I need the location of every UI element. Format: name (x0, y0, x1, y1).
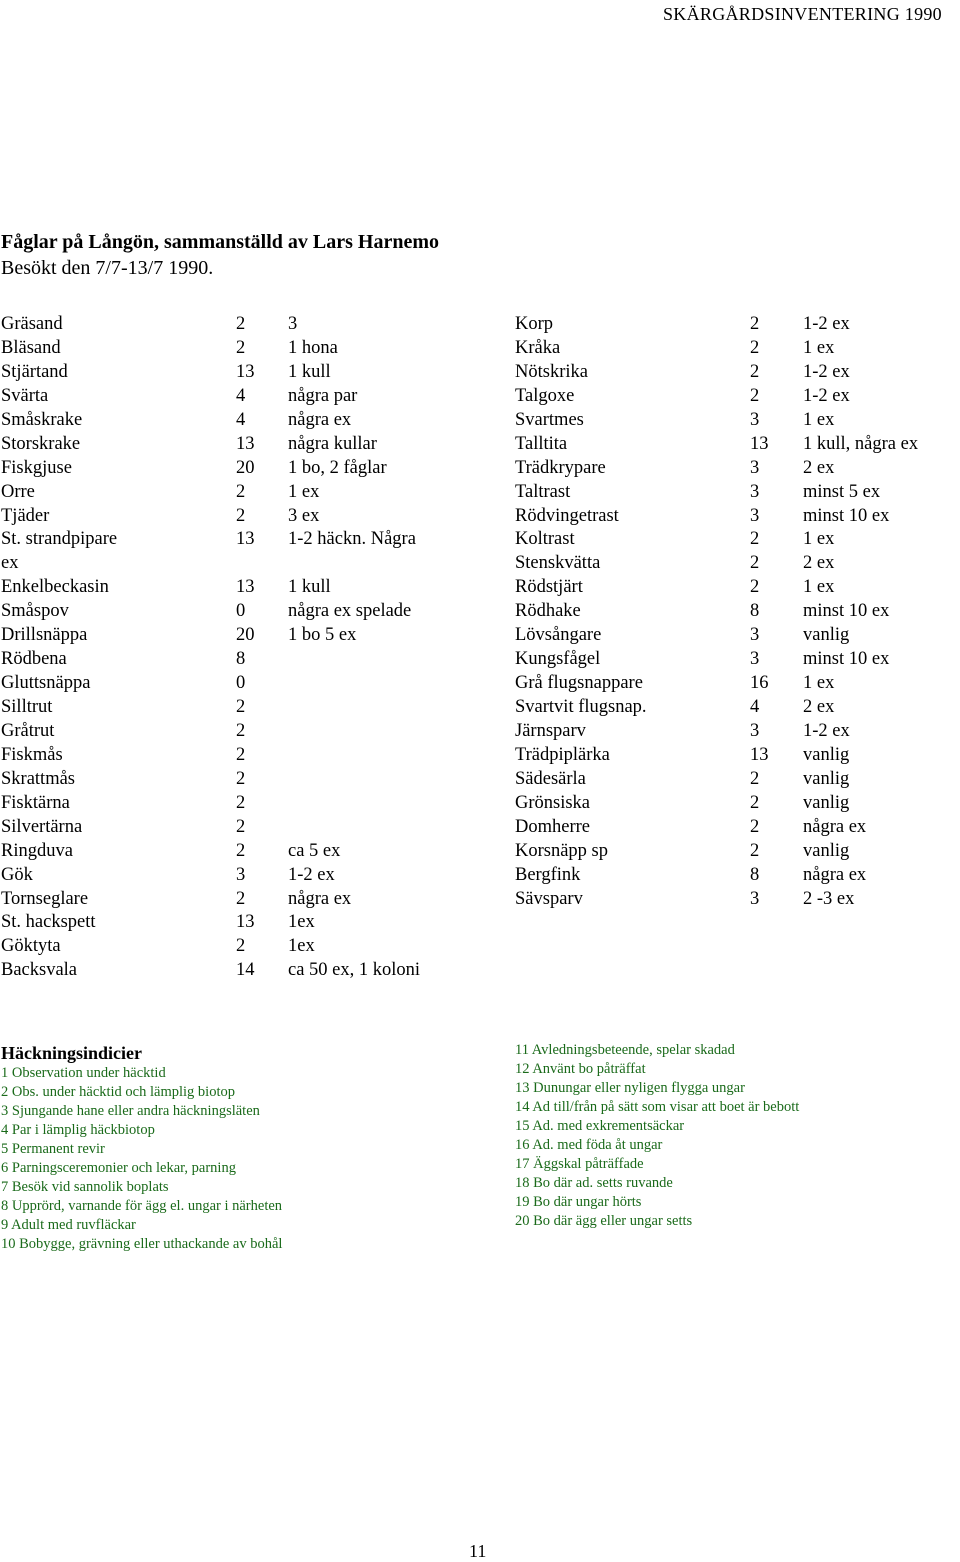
species-name: Gråtrut (1, 720, 55, 741)
species-name: Fisktärna (1, 792, 70, 813)
breeding-code: 2 (750, 577, 760, 598)
species-row (1, 887, 481, 911)
species-row (1, 934, 481, 958)
species-name: Småspov (1, 601, 69, 622)
species-row (515, 551, 955, 575)
legend-item: 19 Bo där ungar hörts (515, 1194, 642, 1211)
breeding-code: 2 (750, 314, 760, 334)
legend-left (1, 1042, 471, 1254)
observation-note: 1 hona (288, 337, 338, 358)
observation-note: vanlig (803, 840, 850, 861)
species-row (1, 839, 481, 863)
observation-note: några par (288, 385, 358, 406)
observation-note: minst 10 ex (803, 505, 890, 526)
species-row (1, 408, 481, 432)
species-row (515, 336, 955, 360)
species-name: Domherre (515, 816, 590, 837)
breeding-code: 2 (236, 936, 246, 957)
species-row (1, 551, 481, 575)
legend-item: 9 Adult med ruvfläckar (1, 1217, 136, 1234)
observation-note: 1ex (288, 936, 315, 957)
species-name: Drillsnäppa (1, 625, 88, 646)
legend-item: 14 Ad till/från på sätt som visar att boet är bebott (515, 1099, 800, 1116)
species-name: Småskrake (1, 409, 83, 430)
observation-note: 1 ex (803, 337, 835, 358)
species-name: Silltrut (1, 697, 53, 717)
legend-item: 13 Dunungar eller nyligen flygga ungar (515, 1080, 745, 1097)
breeding-code: 2 (236, 505, 246, 526)
breeding-code: 2 (750, 840, 760, 861)
species-row (515, 527, 955, 551)
legend-item: 8 Upprörd, varnande för ägg el. ungar i närheten (1, 1198, 283, 1215)
breeding-code: 2 (750, 361, 760, 382)
observation-note: 2 ex (803, 457, 835, 478)
species-row (515, 360, 955, 384)
breeding-code: 13 (236, 577, 255, 598)
breeding-code: 2 (236, 816, 246, 837)
observation-note: 1 kull (288, 361, 331, 382)
observation-note: vanlig (803, 792, 850, 813)
species-name: Talgoxe (515, 385, 575, 406)
species-name: Orre (1, 481, 35, 502)
species-name: Koltrast (515, 529, 575, 550)
observation-note: 1-2 ex (803, 361, 850, 382)
observation-note: 2 ex (803, 553, 835, 574)
breeding-code: 3 (750, 625, 760, 646)
breeding-code: 8 (750, 601, 760, 622)
legend-item: 5 Permanent revir (1, 1141, 105, 1158)
observation-note: 1-2 ex (288, 864, 335, 885)
species-row (1, 360, 481, 384)
breeding-code: 4 (236, 409, 246, 430)
species-row (515, 815, 955, 839)
species-row (1, 695, 481, 719)
species-row (515, 432, 955, 456)
species-row (1, 767, 481, 791)
observation-note: 1 ex (803, 529, 835, 550)
breeding-code: 14 (236, 960, 255, 981)
breeding-code: 3 (236, 864, 246, 885)
observation-note: 3 (288, 314, 298, 334)
breeding-code: 16 (750, 673, 769, 694)
species-name: Trädkrypare (515, 457, 606, 478)
observation-note: 1 ex (803, 673, 835, 694)
species-row (515, 384, 955, 408)
breeding-code: 2 (236, 697, 246, 717)
legend-item: 16 Ad. med föda åt ungar (515, 1137, 663, 1154)
species-name: Korsnäpp sp (515, 840, 609, 861)
species-row (1, 863, 481, 887)
species-row (515, 695, 955, 719)
breeding-code: 2 (750, 768, 760, 789)
breeding-code: 2 (236, 481, 246, 502)
breeding-code: 8 (236, 649, 246, 670)
legend-item: 3 Sjungande hane eller andra häckningsläten (1, 1103, 260, 1120)
species-row (1, 719, 481, 743)
species-row (515, 671, 955, 695)
species-row (515, 767, 955, 791)
breeding-code: 2 (750, 553, 760, 574)
breeding-code: 4 (236, 385, 246, 406)
species-row (1, 432, 481, 456)
species-row (1, 504, 481, 528)
observation-note: ca 5 ex (288, 840, 341, 861)
species-name: Svartmes (515, 409, 584, 430)
species-name: Backsvala (1, 960, 78, 981)
species-name: ex (1, 553, 19, 574)
observation-note: 1-2 ex (803, 314, 850, 334)
legend-item: 10 Bobygge, grävning eller uthackande av bohål (1, 1236, 283, 1253)
species-name: Sävsparv (515, 888, 583, 909)
species-row (515, 839, 955, 863)
species-row (1, 647, 481, 671)
species-row (515, 743, 955, 767)
legend-item: 20 Bo där ägg eller ungar setts (515, 1213, 693, 1230)
species-name: Rödbena (1, 649, 67, 670)
observation-note: några kullar (288, 433, 377, 454)
breeding-code: 8 (750, 864, 760, 885)
species-name: Stjärtand (1, 361, 68, 382)
observation-note: några ex (803, 864, 867, 885)
species-name: Enkelbeckasin (1, 577, 109, 598)
species-row (515, 456, 955, 480)
species-name: Stenskvätta (515, 553, 601, 574)
legend-item: 7 Besök vid sannolik boplats (1, 1179, 169, 1196)
breeding-code: 0 (236, 601, 246, 622)
species-name: Talltita (515, 433, 568, 454)
observation-note: vanlig (803, 768, 850, 789)
breeding-code: 13 (750, 744, 769, 765)
observation-note: minst 10 ex (803, 601, 890, 622)
legend-item: 12 Använt bo påträffat (515, 1061, 646, 1078)
breeding-code: 2 (750, 529, 760, 550)
breeding-code: 2 (750, 792, 760, 813)
species-name: Svärta (1, 385, 49, 406)
observation-note: vanlig (803, 744, 850, 765)
observation-note: 1 ex (803, 409, 835, 430)
observation-note: några ex (803, 816, 867, 837)
visit-dates: Besökt den 7/7-13/7 1990. (1, 257, 214, 279)
species-row (1, 384, 481, 408)
breeding-code: 13 (236, 912, 255, 933)
species-row (1, 456, 481, 480)
breeding-code: 2 (236, 840, 246, 861)
species-list-left (1, 312, 481, 982)
observation-note: minst 5 ex (803, 481, 881, 502)
breeding-code: 3 (750, 457, 760, 478)
observation-note: 3 ex (288, 505, 320, 526)
species-name: Lövsångare (515, 625, 602, 646)
species-name: Kungsfågel (515, 649, 601, 670)
legend-item: 2 Obs. under häcktid och lämplig biotop (1, 1084, 235, 1101)
breeding-code: 2 (236, 720, 246, 741)
observation-note: några ex spelade (288, 601, 412, 622)
breeding-code: 2 (236, 337, 246, 358)
legend-item: 15 Ad. med exkrementsäckar (515, 1118, 685, 1135)
species-name: Göktyta (1, 936, 61, 957)
species-name: Gluttsnäppa (1, 673, 91, 694)
species-name: Bergfink (515, 864, 581, 885)
species-name: Sädesärla (515, 768, 586, 789)
breeding-code: 20 (236, 625, 255, 646)
species-row (1, 743, 481, 767)
species-name: Tjäder (1, 505, 50, 526)
species-row (515, 791, 955, 815)
observation-note: 1-2 ex (803, 720, 850, 741)
observation-note: 1 kull (288, 577, 331, 598)
observation-note: 2 ex (803, 697, 835, 717)
species-name: Storskrake (1, 433, 81, 454)
species-name: Grönsiska (515, 792, 591, 813)
breeding-code: 2 (750, 337, 760, 358)
species-row (1, 312, 481, 336)
species-row (1, 791, 481, 815)
breeding-code: 3 (750, 888, 760, 909)
species-name: Gök (1, 864, 33, 885)
species-row (1, 575, 481, 599)
observation-note: 1 ex (803, 577, 835, 598)
species-name: Rödvingetrast (515, 505, 619, 526)
species-row (1, 480, 481, 504)
observation-note: ca 50 ex, 1 koloni (288, 960, 421, 981)
species-row (515, 647, 955, 671)
species-name: Gräsand (1, 314, 63, 334)
breeding-code: 13 (750, 433, 769, 454)
species-name: Skrattmås (1, 768, 75, 789)
breeding-code: 2 (236, 314, 246, 334)
legend-item: 4 Par i lämplig häckbiotop (1, 1122, 155, 1139)
species-name: Grå flugsnappare (515, 673, 643, 694)
observation-note: 1ex (288, 912, 315, 933)
observation-note: 2 -3 ex (803, 888, 855, 909)
species-row (1, 910, 481, 934)
legend-item: 17 Äggskal påträffade (515, 1156, 644, 1173)
breeding-code: 3 (750, 409, 760, 430)
observation-note: 1 bo 5 ex (288, 625, 357, 646)
species-name: Fiskmås (1, 744, 63, 765)
species-name: Rödstjärt (515, 577, 583, 598)
species-name: St. strandpipare (1, 529, 118, 550)
breeding-code: 3 (750, 505, 760, 526)
species-row (515, 599, 955, 623)
breeding-code: 3 (750, 720, 760, 741)
species-row (515, 575, 955, 599)
species-name: Silvertärna (1, 816, 83, 837)
observation-note: 1 bo, 2 fåglar (288, 457, 387, 478)
observation-note: 1 kull, några ex (803, 433, 919, 454)
running-header: SKÄRGÅRDSINVENTERING 1990 (662, 4, 942, 24)
species-row (515, 480, 955, 504)
observation-note: 1 ex (288, 481, 320, 502)
observation-note: några ex (288, 409, 352, 430)
breeding-code: 2 (236, 792, 246, 813)
species-row (515, 312, 955, 336)
species-row (1, 599, 481, 623)
species-row (1, 336, 481, 360)
breeding-code: 2 (750, 385, 760, 406)
species-name: Taltrast (515, 481, 571, 502)
breeding-code: 2 (236, 744, 246, 765)
legend-item: 1 Observation under häcktid (1, 1065, 166, 1081)
species-name: Ringduva (1, 840, 73, 861)
breeding-code: 2 (750, 816, 760, 837)
legend-title: Häckningsindicier (1, 1043, 143, 1063)
observation-note: minst 10 ex (803, 649, 890, 670)
species-row (515, 863, 955, 887)
page-number: 11 (469, 1541, 487, 1561)
observation-note: några ex (288, 888, 352, 909)
breeding-code: 13 (236, 361, 255, 382)
species-name: Kråka (515, 337, 561, 358)
species-row (1, 623, 481, 647)
species-row (1, 958, 481, 982)
observation-note: 1-2 ex (803, 385, 850, 406)
legend-item: 18 Bo där ad. setts ruvande (515, 1175, 673, 1192)
species-row (515, 504, 955, 528)
breeding-code: 4 (750, 697, 760, 717)
species-name: Tornseglare (1, 888, 89, 909)
species-name: Svartvit flugsnap. (515, 697, 647, 717)
species-name: St. hackspett (1, 912, 96, 933)
species-name: Bläsand (1, 337, 61, 358)
species-row (515, 623, 955, 647)
page-title: Fåglar på Långön, sammanställd av Lars Harnemo (1, 231, 439, 253)
breeding-code: 3 (750, 649, 760, 670)
breeding-code: 0 (236, 673, 246, 694)
species-row (1, 815, 481, 839)
breeding-code: 13 (236, 433, 255, 454)
species-row (1, 527, 481, 551)
species-name: Rödhake (515, 601, 581, 622)
observation-note: vanlig (803, 625, 850, 646)
species-name: Nötskrika (515, 361, 588, 382)
breeding-code: 2 (236, 888, 246, 909)
species-list-right (515, 312, 955, 910)
legend-item: 6 Parningsceremonier och lekar, parning (1, 1160, 236, 1177)
breeding-code: 20 (236, 457, 255, 478)
species-name: Korp (515, 314, 554, 334)
species-name: Fiskgjuse (1, 457, 72, 478)
breeding-code: 2 (236, 768, 246, 789)
breeding-code: 3 (750, 481, 760, 502)
observation-note: 1-2 häckn. Några (288, 529, 416, 550)
species-name: Trädpiplärka (515, 744, 610, 765)
species-row (515, 408, 955, 432)
species-row (515, 887, 955, 911)
breeding-code: 13 (236, 529, 255, 550)
title-block (1, 229, 439, 281)
legend-item: 11 Avledningsbeteende, spelar skadad (515, 1042, 735, 1058)
species-row (515, 719, 955, 743)
legend-right (515, 1041, 955, 1231)
species-name: Järnsparv (515, 720, 586, 741)
species-row (1, 671, 481, 695)
